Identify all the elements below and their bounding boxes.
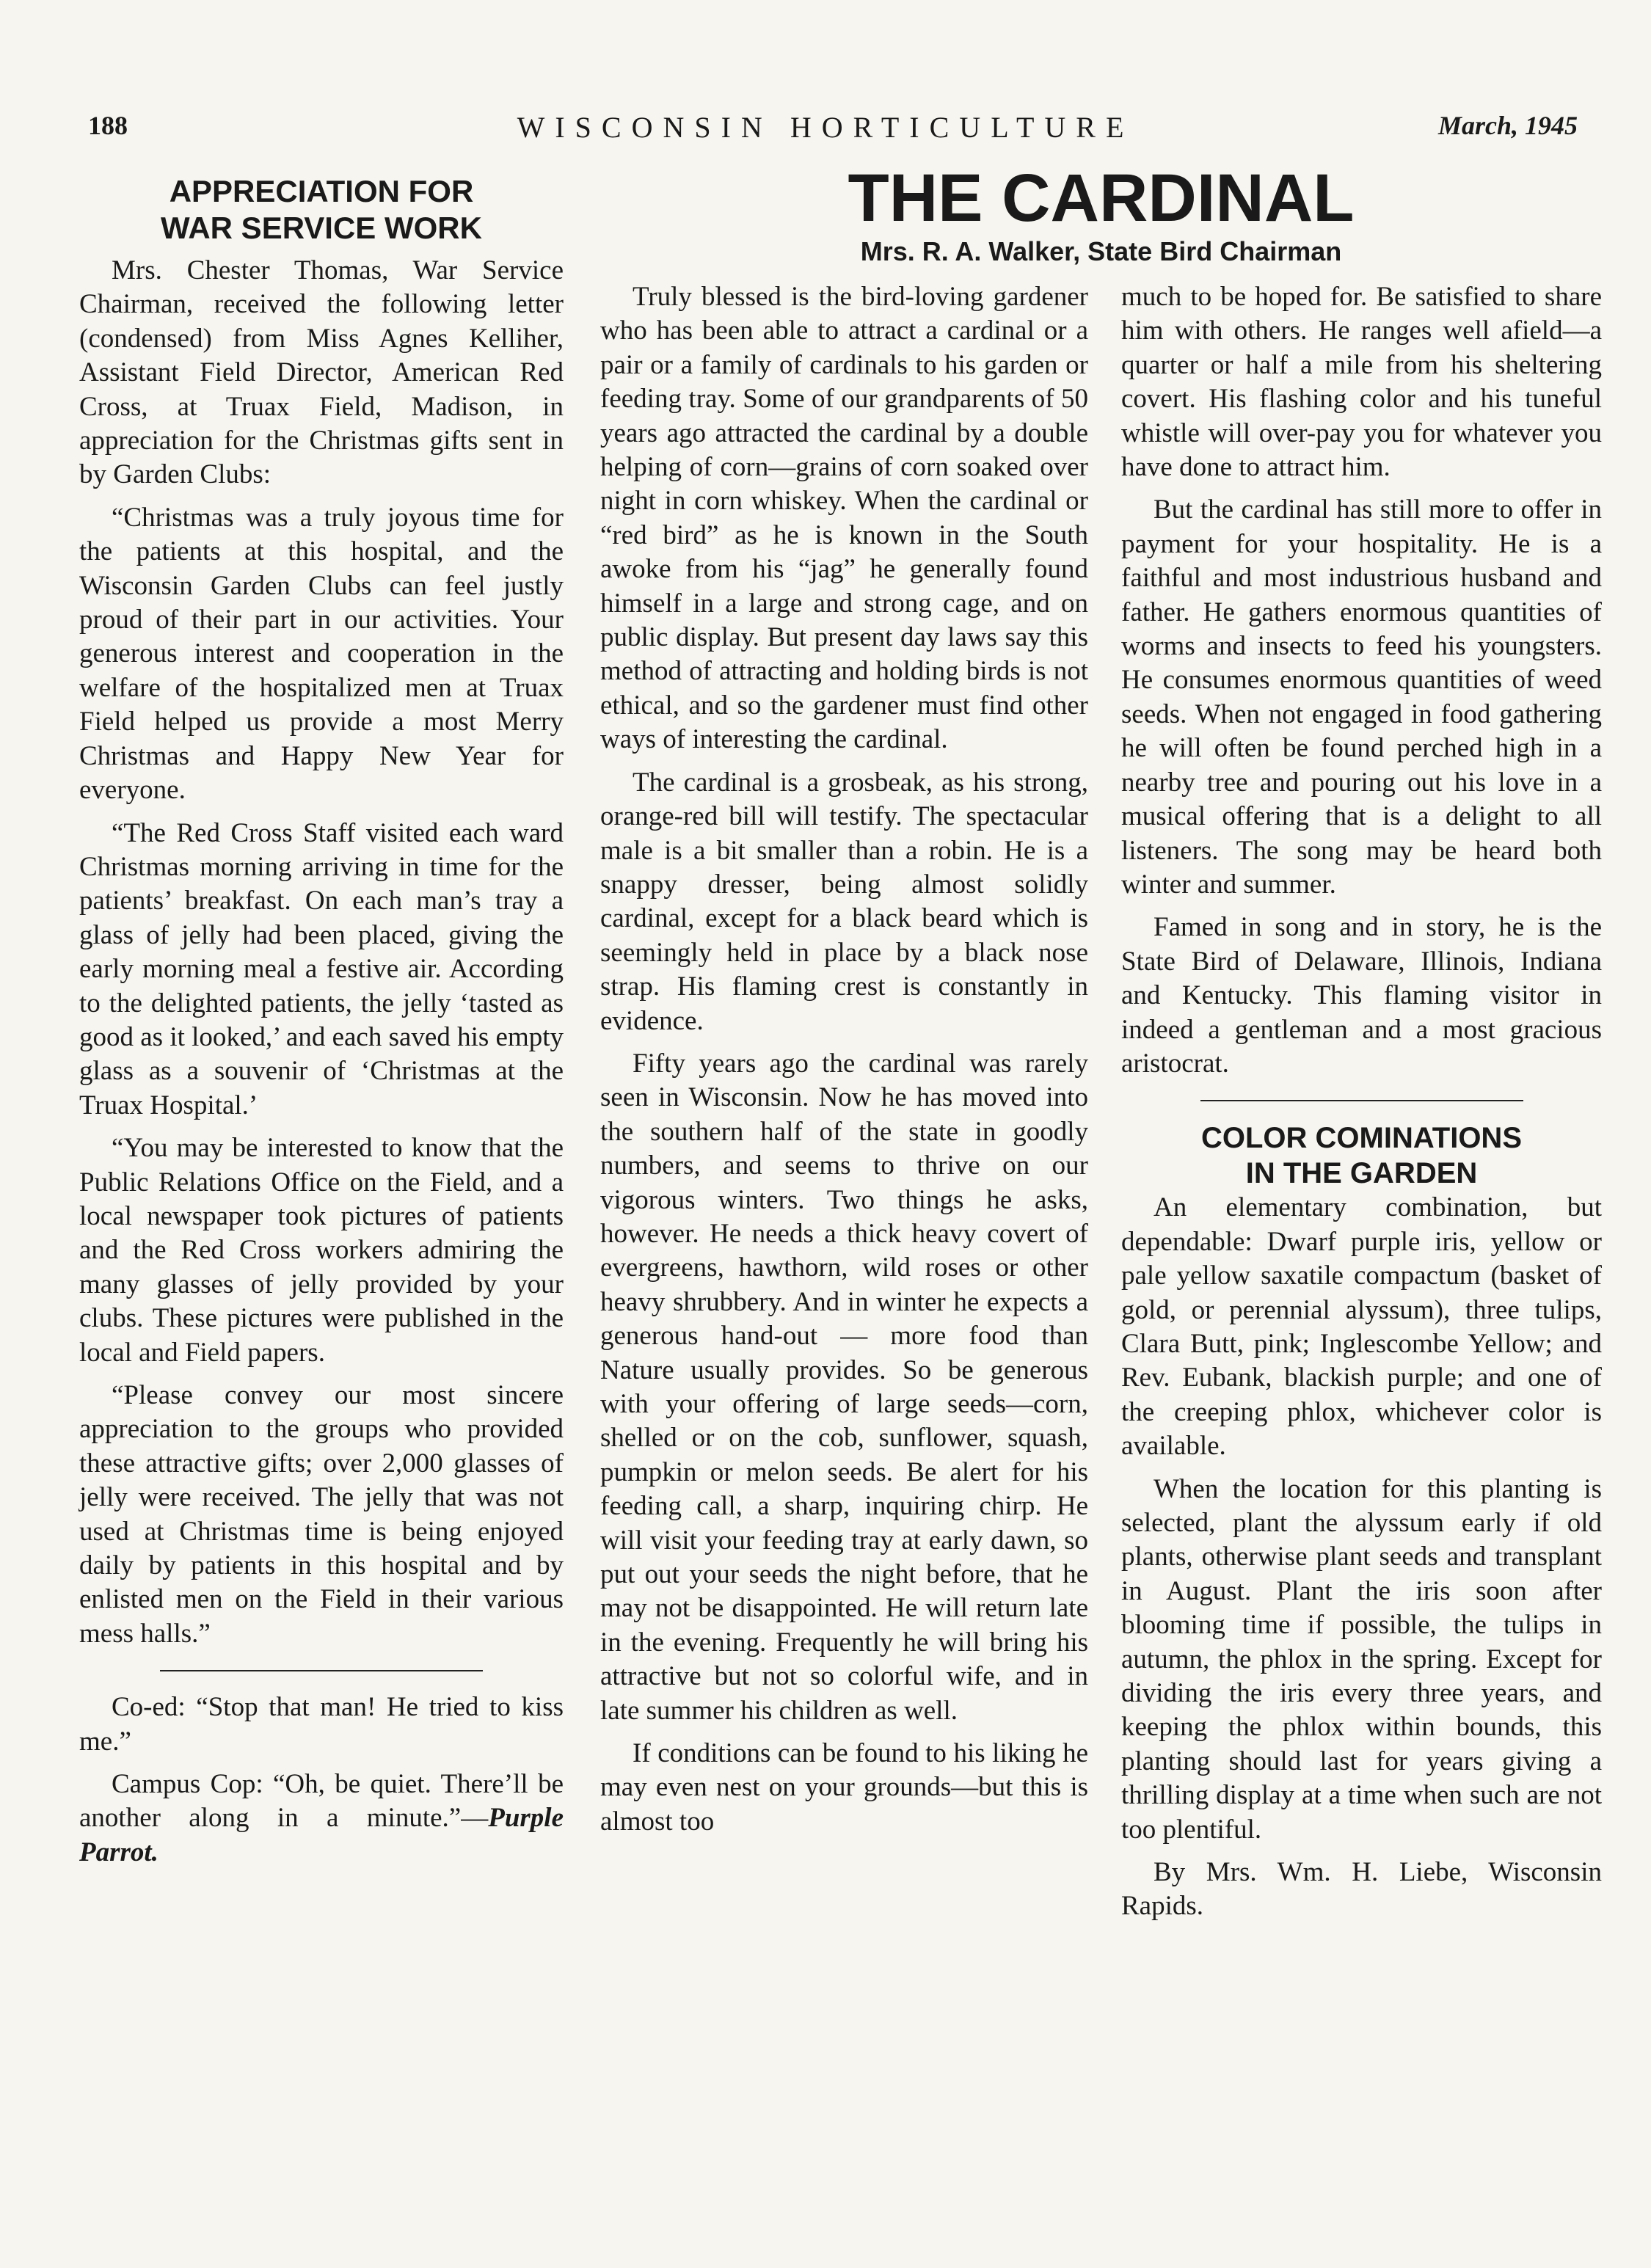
article-title: THE CARDINAL xyxy=(848,161,1355,236)
cardinal-paragraph: If conditions can be found to his liking he may even nest on your grounds—but this is almost too xyxy=(600,1738,1088,1837)
appreciation-paragraph: “The Red Cross Staff visited each ward Christmas morning arriving in time for the patients’ breakfast. On each man’s tray a glass of jelly had been placed, giving the early morning meal a festive air. According to the delighted patients, the jelly ‘tasted as good as it looked,’ and each saved his empty glass as a souvenir of ‘Christmas at the Truax Hospital.’ xyxy=(79,817,564,1120)
color-heading-line1: COLOR COMINATIONS xyxy=(1200,1122,1522,1155)
color-paragraph: When the location for this planting is selected, plant the alyssum early if old plants, otherwise plant seeds and transplant in August. Plant the iris soon after blooming time if possible, the tulips in autumn, the phlox in the spring. Except for dividing the iris every three years, and keeping the phlox within bounds, this planting should last for years giving a thrilling display at a time when such are not too plentiful. xyxy=(1121,1473,1602,1845)
cardinal-paragraph: much to be hoped for. Be satisfied to share him with others. He ranges well afield—a quarter or half a mile from his sheltering covert. His flashing color and his tuneful whistle will over-pay you for whatever you have done to attract him. xyxy=(1121,282,1602,483)
section-divider xyxy=(160,1670,483,1671)
joke-source: Purple Parrot. xyxy=(79,1803,564,1867)
appreciation-paragraph: “You may be interested to know that the Public Relations Office on the Field, and a local newspaper took pictures of patients and the Red Cross workers admiring the many glasses of jelly provided by your clubs. These pictures were published in the local and Field papers. xyxy=(79,1133,564,1368)
page-header xyxy=(0,110,1651,154)
page-number: 188 xyxy=(88,111,128,140)
appreciation-heading xyxy=(79,173,564,247)
article-byline: Mrs. R. A. Walker, State Bird Chairman xyxy=(860,236,1342,266)
color-paragraph: By Mrs. Wm. H. Liebe, Wisconsin Rapids. xyxy=(1121,1857,1602,1922)
color-heading-line2: IN THE GARDEN xyxy=(1245,1157,1478,1190)
cardinal-title-block xyxy=(600,163,1602,267)
cardinal-paragraph: But the cardinal has still more to offer in payment for your hospitality. He is a faithful and most industrious husband and father. He gathers enormous quantities of worms and insects to feed his youngsters. He consumes enormous quantities of weed seeds. When not engaged in food gathering he will often be found perched high in a nearby tree and pouring out his love in a musical offering that is a delight to all listeners. The song may be heard both winter and summer. xyxy=(1121,495,1602,900)
cardinal-paragraph: Truly blessed is the bird-loving gardener who has been able to attract a cardinal or a pair or a family of cardinals to his garden or feeding tray. Some of our grandparents of 50 years ago attracted the cardinal by a double helping of corn—grains of corn soaked over night in corn whiskey. When the cardinal or “red bird” as he is known in the South awoke from his “jag” he generally found himself in a large and strong cage, and on public display. But present day laws say this method of attracting and holding birds is not ethical, and so the gardener must find other ways of interesting the cardinal. xyxy=(600,282,1088,755)
appreciation-heading-line2: WAR SERVICE WORK xyxy=(161,211,482,245)
column-right xyxy=(1121,280,1602,1924)
magazine-title: WISCONSIN HORTICULTURE xyxy=(517,111,1134,144)
cardinal-paragraph: Famed in song and in story, he is the State Bird of Delaware, Illinois, Indiana and Kentucky. This flaming visitor in indeed a gentleman and a most gracious aristocrat. xyxy=(1121,912,1602,1079)
section-divider xyxy=(1200,1100,1523,1101)
appreciation-heading-line1: APPRECIATION FOR xyxy=(169,174,474,208)
issue-date: March, 1945 xyxy=(1437,111,1578,140)
appreciation-paragraph: Mrs. Chester Thomas, War Service Chairman, received the following letter (condensed) from Miss Agnes Kelliher, Assistant Field Director, American Red Cross, at Truax Field, Madison, in appreciation for the Christmas gifts sent in by Garden Clubs: xyxy=(79,255,564,490)
joke-line: Co-ed: “Stop that man! He tried to kiss me.” xyxy=(79,1692,564,1757)
color-heading xyxy=(1121,1120,1602,1191)
column-left xyxy=(79,173,564,1870)
joke-line xyxy=(79,1768,564,1870)
column-middle xyxy=(600,280,1088,1839)
cardinal-paragraph: Fifty years ago the cardinal was rarely seen in Wisconsin. Now he has moved into the southern half of the state in goodly numbers, and seems to thrive on our vigorous winters. Two things he asks, however. He needs a thick heavy covert of evergreens, hawthorn, wild roses or other heavy shrubbery. And in winter he expects a generous hand-out — more food than Nature usually provides. So be generous with your offering of large seeds—corn, shelled or on the cob, sunflower, squash, pumpkin or melon seeds. Be alert for his feeding call, a sharp, inquiring chirp. He will visit your feeding tray at early dawn, so put out your seeds the night before, that he may not be disappointed. He will return late in the evening. Frequently he will bring his attractive but not so colorful wife, and in late summer his children as well. xyxy=(600,1048,1088,1726)
appreciation-paragraph: “Please convey our most sincere appreciation to the groups who provided these attractive gifts; over 2,000 glasses of jelly were received. The jelly that was not used at Christmas time is being enjoyed daily by patients in this hospital and by enlisted men on the Field in their various mess halls.” xyxy=(79,1380,564,1649)
appreciation-paragraph: “Christmas was a truly joyous time for the patients at this hospital, and the Wisconsin Garden Clubs can feel justly proud of their part in our activities. Your generous interest and cooperation in the welfare of the hospitalized men at Truax Field helped us provide a most Merry Christmas and Happy New Year for everyone. xyxy=(79,502,564,806)
cardinal-paragraph: The cardinal is a grosbeak, as his strong, orange-red bill will testify. The spectacular male is a bit smaller than a robin. He is a snappy dresser, being almost solidly cardinal, except for a black beard which is seemingly held in place by a black nose strap. His flaming crest is constantly in evidence. xyxy=(600,767,1088,1036)
joke-line-text: Campus Cop: “Oh, be quiet. There’ll be another along in a minute.”— xyxy=(79,1769,564,1834)
color-paragraph: An elementary combination, but dependable: Dwarf purple iris, yellow or pale yellow saxatile compactum (basket of gold, or perennial alyssum), three tulips, Clara Butt, pink; Inglescombe Yellow; and Rev. Eubank, blackish purple; and one of the creeping phlox, whichever color is available. xyxy=(1121,1192,1602,1462)
